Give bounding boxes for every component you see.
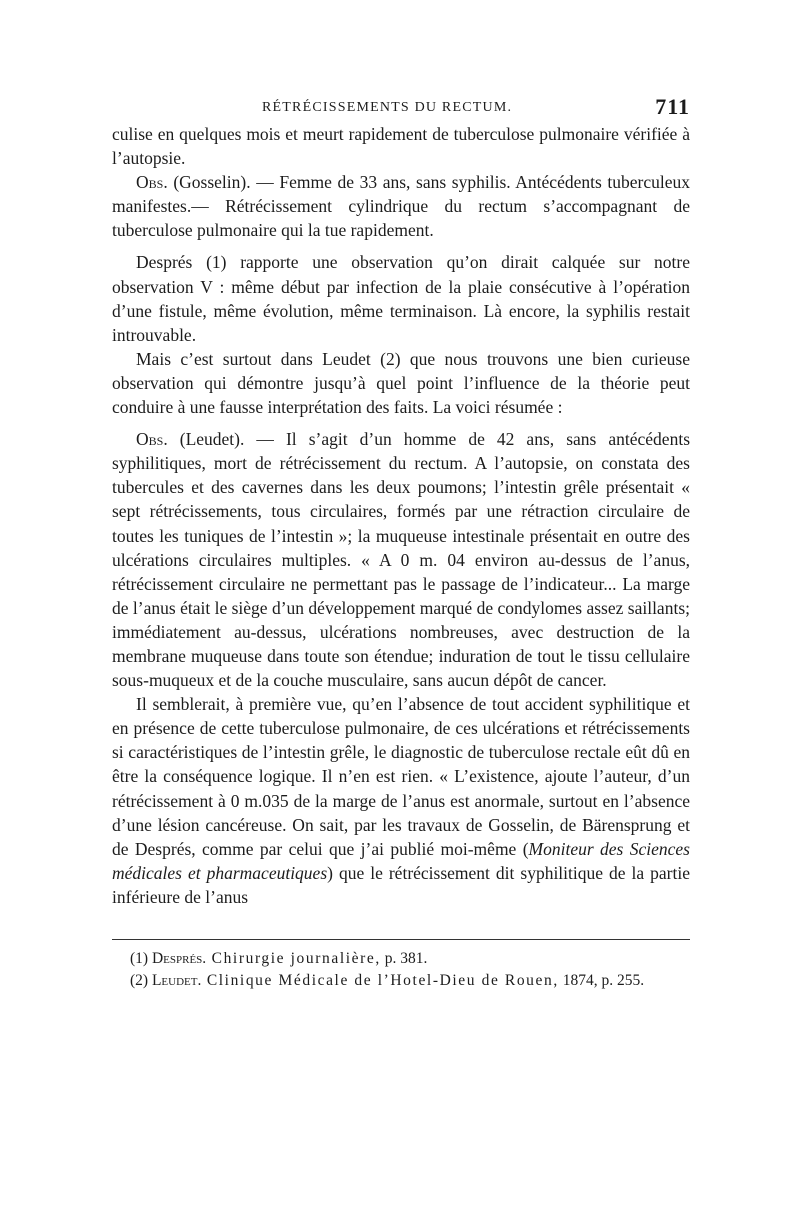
page-number: 711 [655, 94, 690, 119]
paragraph-discussion [112, 692, 690, 909]
footnotes [112, 948, 690, 992]
paragraph-leudet: Mais c’est surtout dans Leudet (2) que nous trouvons une bien curieuse observation qui démontre jusqu’à quel point l’influence de la théorie peut conduire à une fausse interprétation des faits. La voici résumée : [112, 348, 690, 418]
footnote-2 [112, 970, 690, 992]
footnote-pages: 1874, p. 255. [558, 972, 645, 989]
discussion-text: Il semblerait, à première vue, qu’en l’absence de tout accident syphilitique et en présence de cette tuberculose pulmonaire, de ces ulcérations et rétrécissements si caractéristiques de l’intestin grêle, le diagnostic de tuberculose rectale eût dû en être la conséquence logique. Il n’en est rien. « L’existence, ajoute l’auteur, d’un rétrécissement à 0 m.035 de la marge de l’anus est anormale, surtout en l’absence d’une lésion cancéreuse. On sait, par les travaux de Gosselin, de Bärensprung et de Després, comme par celui que j’ai publié moi-même ( [112, 694, 690, 859]
observation-text: (Gosselin). — Femme de 33 ans, sans syphilis. Antécédents tuberculeux manifestes.— Rétrécissement cylindrique du rectum s’accompagnant de tuberculose pulmonaire qui la tue rapidement. [112, 172, 690, 241]
observation-text: (Leudet). — Il s’agit d’un homme de 42 ans, sans antécédents syphilitiques, mort de rétrécissement du rectum. A l’autopsie, on constata des tubercules et des cavernes dans les deux poumons; l’intestin grêle présentait « sept rétrécissements, tous circulaires, formés par une rétraction circulaire de toutes les tuniques de l’intestin »; la muqueuse intestinale présentait en outre des ulcérations circulaires multiples. « A 0 m. 04 environ au-dessus de l’anus, rétrécissement circulaire ne permettant pas le passage de l’indicateur... La marge de l’anus était le siège d’un développement marqué de condylomes assez saillants; immédiatement au-dessus, ulcérations nombreuses, avec destruction de la membrane muqueuse dans toute son étendue; induration de tout le tissu cellulaire sous-muqueux et de la couche musculaire, sans aucun dépôt de cancer. [112, 429, 690, 691]
running-title: RÉTRÉCISSEMENTS DU RECTUM. [262, 100, 513, 115]
journal-title: Moniteur des Sciences médicales et pharmaceutiques [112, 838, 690, 883]
footnote-work: Clinique Médicale de l’Hotel-Dieu de Rouen, [201, 972, 559, 989]
footnote-author: Leudet. [151, 972, 202, 989]
paragraph-despres: Després (1) rapporte une observation qu’on dirait calquée sur notre observation V : même début par infection de la plaie consécutive à l’opération d’une fistule, même évolution, même terminaison. Là encore, la syphilis restait introuvable. [112, 252, 690, 345]
footnote-work: Chirurgie journalière, [206, 950, 381, 967]
footnote-1 [112, 948, 690, 970]
footnote-marker: (1) [130, 950, 152, 967]
page-header [112, 90, 690, 122]
obs-label: Obs. [136, 429, 168, 450]
footnote-divider [112, 939, 690, 940]
paragraph-continued: culise en quelques mois et meurt rapidement de tuberculose pulmonaire vérifiée à l’autopsie. [112, 124, 690, 169]
observation-gosselin [112, 170, 690, 242]
book-page [112, 90, 690, 992]
observation-leudet [112, 427, 690, 692]
footnote-marker: (2) [130, 972, 152, 989]
discussion-text-end: ) que le rétrécissement dit syphilitique de la partie inférieure de l’anus [112, 862, 690, 907]
footnote-pages: p. 381. [380, 950, 428, 967]
obs-label: Obs. [136, 172, 168, 193]
footnote-author: Després. [151, 950, 207, 967]
